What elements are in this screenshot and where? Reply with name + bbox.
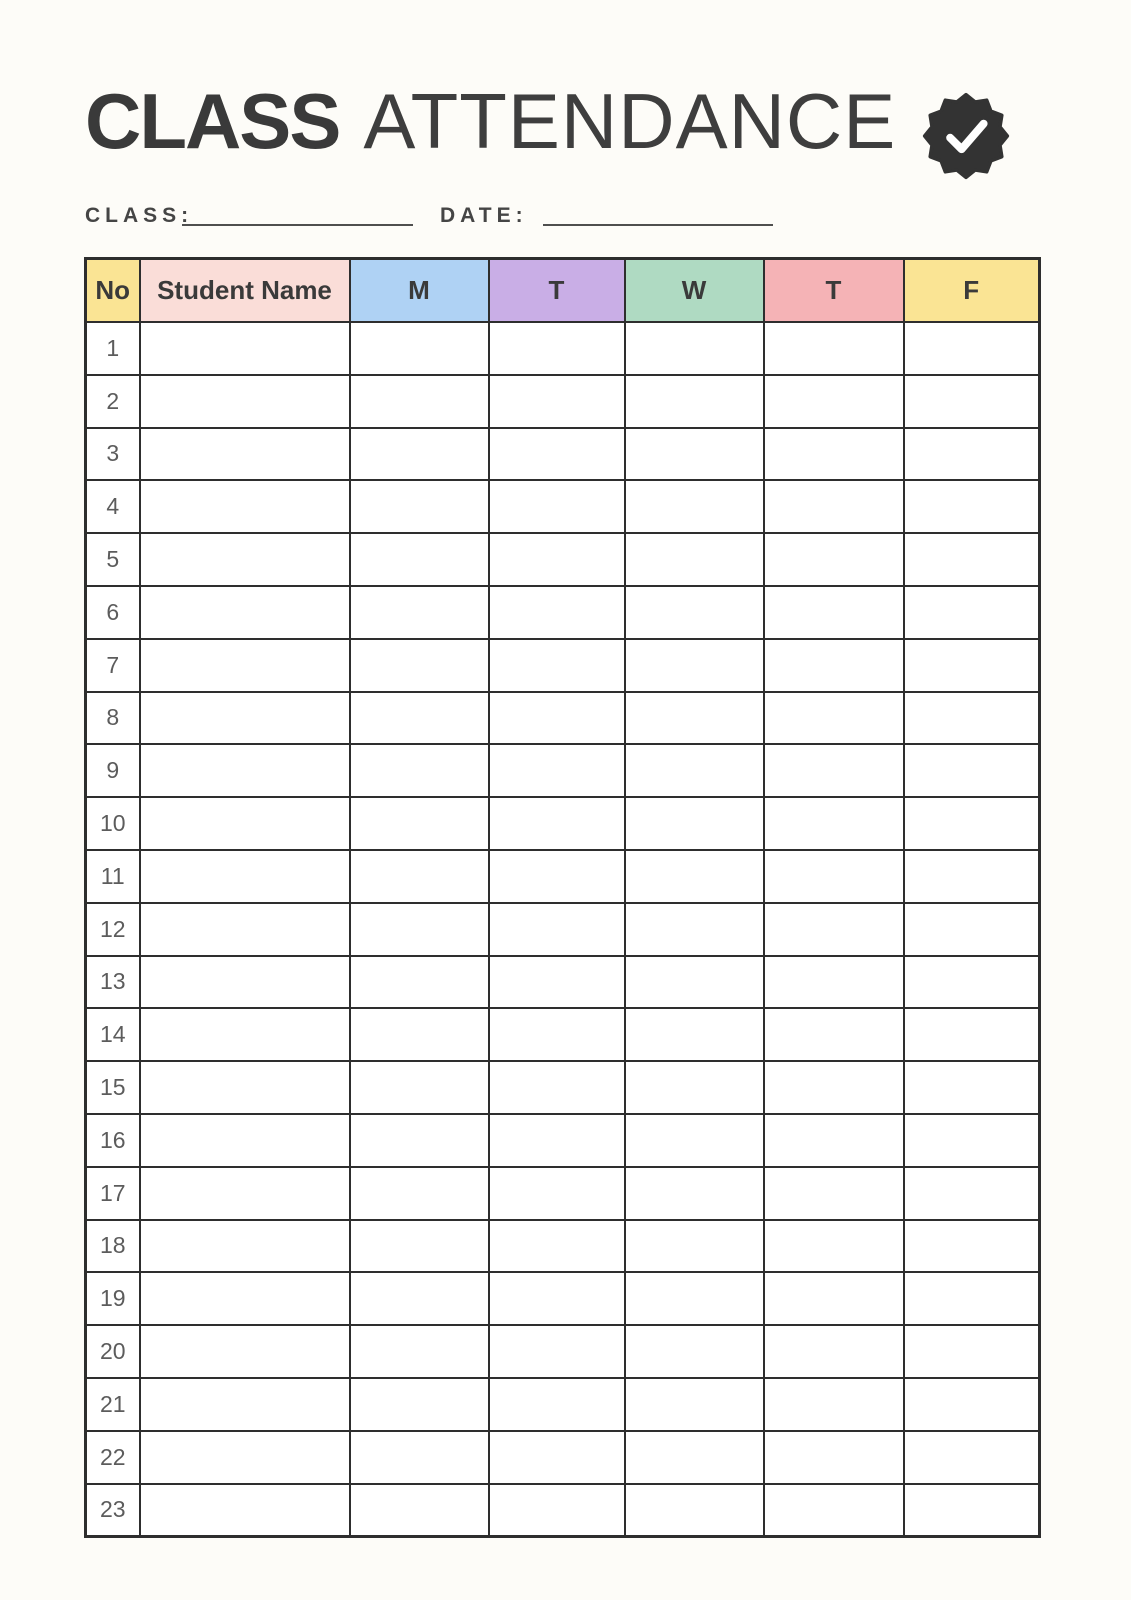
attendance-mark-cell[interactable]: [764, 1061, 904, 1114]
class-label: CLASS:: [85, 204, 194, 227]
attendance-mark-cell[interactable]: [625, 428, 764, 481]
attendance-mark-cell[interactable]: [350, 1114, 489, 1167]
class-fill-field[interactable]: [182, 224, 413, 226]
attendance-mark-cell[interactable]: [489, 586, 625, 639]
attendance-mark-cell[interactable]: [764, 1378, 904, 1431]
column-header: No: [86, 259, 140, 323]
page-title: [85, 77, 897, 165]
student-name-cell[interactable]: [140, 1114, 350, 1167]
column-header: T: [764, 259, 904, 323]
attendance-mark-cell[interactable]: [350, 586, 489, 639]
attendance-mark-cell[interactable]: [625, 1272, 764, 1325]
attendance-mark-cell[interactable]: [904, 533, 1040, 586]
attendance-mark-cell[interactable]: [764, 480, 904, 533]
row-number: 22: [86, 1431, 140, 1484]
attendance-mark-cell[interactable]: [625, 586, 764, 639]
attendance-mark-cell[interactable]: [625, 639, 764, 692]
attendance-mark-cell[interactable]: [350, 480, 489, 533]
attendance-mark-cell[interactable]: [350, 692, 489, 745]
table-row: [86, 586, 1040, 639]
attendance-mark-cell[interactable]: [904, 1431, 1040, 1484]
table-row: [86, 850, 1040, 903]
attendance-mark-cell[interactable]: [489, 322, 625, 375]
row-number: 7: [86, 639, 140, 692]
attendance-mark-cell[interactable]: [904, 639, 1040, 692]
row-number: 13: [86, 956, 140, 1009]
table-row: [86, 903, 1040, 956]
attendance-mark-cell[interactable]: [625, 533, 764, 586]
attendance-mark-cell[interactable]: [904, 797, 1040, 850]
attendance-mark-cell[interactable]: [904, 1008, 1040, 1061]
attendance-mark-cell[interactable]: [904, 480, 1040, 533]
attendance-mark-cell[interactable]: [625, 1008, 764, 1061]
attendance-mark-cell[interactable]: [489, 1167, 625, 1220]
table-row: [86, 533, 1040, 586]
student-name-cell[interactable]: [140, 586, 350, 639]
attendance-mark-cell[interactable]: [764, 1325, 904, 1378]
table-row: [86, 375, 1040, 428]
attendance-mark-cell[interactable]: [904, 1272, 1040, 1325]
student-name-cell[interactable]: [140, 1378, 350, 1431]
attendance-mark-cell[interactable]: [764, 586, 904, 639]
attendance-mark-cell[interactable]: [350, 850, 489, 903]
attendance-mark-cell[interactable]: [489, 1220, 625, 1273]
class-date-row: [0, 200, 1131, 236]
attendance-mark-cell[interactable]: [904, 692, 1040, 745]
row-number: 19: [86, 1272, 140, 1325]
table-row: [86, 1114, 1040, 1167]
table-row: [86, 480, 1040, 533]
attendance-mark-cell[interactable]: [350, 1167, 489, 1220]
attendance-mark-cell[interactable]: [625, 1114, 764, 1167]
student-name-cell[interactable]: [140, 850, 350, 903]
attendance-mark-cell[interactable]: [764, 1272, 904, 1325]
attendance-mark-cell[interactable]: [489, 375, 625, 428]
attendance-mark-cell[interactable]: [764, 956, 904, 1009]
student-name-cell[interactable]: [140, 533, 350, 586]
attendance-mark-cell[interactable]: [764, 1484, 904, 1537]
student-name-cell[interactable]: [140, 692, 350, 745]
attendance-mark-cell[interactable]: [904, 1061, 1040, 1114]
attendance-mark-cell[interactable]: [904, 1167, 1040, 1220]
attendance-mark-cell[interactable]: [489, 1484, 625, 1537]
student-name-cell[interactable]: [140, 956, 350, 1009]
attendance-mark-cell[interactable]: [350, 744, 489, 797]
table-row: [86, 1008, 1040, 1061]
attendance-mark-cell[interactable]: [350, 1272, 489, 1325]
attendance-mark-cell[interactable]: [764, 428, 904, 481]
attendance-mark-cell[interactable]: [350, 322, 489, 375]
attendance-mark-cell[interactable]: [625, 850, 764, 903]
attendance-mark-cell[interactable]: [350, 1378, 489, 1431]
student-name-cell[interactable]: [140, 1431, 350, 1484]
attendance-mark-cell[interactable]: [625, 480, 764, 533]
attendance-mark-cell[interactable]: [350, 903, 489, 956]
table-row: [86, 1378, 1040, 1431]
row-number: 17: [86, 1167, 140, 1220]
student-name-cell[interactable]: [140, 1272, 350, 1325]
table-row: [86, 322, 1040, 375]
table-row: [86, 744, 1040, 797]
row-number: 3: [86, 428, 140, 481]
student-name-cell[interactable]: [140, 903, 350, 956]
attendance-mark-cell[interactable]: [625, 903, 764, 956]
attendance-table-body: [86, 322, 1040, 1537]
attendance-mark-cell[interactable]: [350, 375, 489, 428]
row-number: 16: [86, 1114, 140, 1167]
attendance-mark-cell[interactable]: [904, 850, 1040, 903]
attendance-table-header: [86, 259, 1040, 323]
attendance-mark-cell[interactable]: [489, 480, 625, 533]
table-row: [86, 1167, 1040, 1220]
column-header: T: [489, 259, 625, 323]
column-header: F: [904, 259, 1040, 323]
attendance-mark-cell[interactable]: [489, 1431, 625, 1484]
row-number: 8: [86, 692, 140, 745]
attendance-mark-cell[interactable]: [904, 1220, 1040, 1273]
attendance-mark-cell[interactable]: [904, 428, 1040, 481]
row-number: 1: [86, 322, 140, 375]
attendance-mark-cell[interactable]: [350, 797, 489, 850]
row-number: 20: [86, 1325, 140, 1378]
row-number: 18: [86, 1220, 140, 1273]
attendance-mark-cell[interactable]: [764, 375, 904, 428]
attendance-mark-cell[interactable]: [764, 850, 904, 903]
attendance-mark-cell[interactable]: [904, 1484, 1040, 1537]
attendance-mark-cell[interactable]: [625, 1061, 764, 1114]
attendance-mark-cell[interactable]: [350, 1325, 489, 1378]
row-number: 11: [86, 850, 140, 903]
table-row: [86, 692, 1040, 745]
attendance-mark-cell[interactable]: [489, 692, 625, 745]
table-row: [86, 797, 1040, 850]
attendance-table: [84, 257, 1041, 1538]
table-row: [86, 639, 1040, 692]
attendance-mark-cell[interactable]: [350, 1220, 489, 1273]
row-number: 23: [86, 1484, 140, 1537]
student-name-cell[interactable]: [140, 639, 350, 692]
attendance-mark-cell[interactable]: [904, 1114, 1040, 1167]
attendance-mark-cell[interactable]: [489, 639, 625, 692]
student-name-cell[interactable]: [140, 1484, 350, 1537]
attendance-mark-cell[interactable]: [904, 322, 1040, 375]
attendance-mark-cell[interactable]: [764, 533, 904, 586]
attendance-mark-cell[interactable]: [764, 322, 904, 375]
attendance-mark-cell[interactable]: [625, 1484, 764, 1537]
attendance-mark-cell[interactable]: [904, 586, 1040, 639]
attendance-mark-cell[interactable]: [904, 903, 1040, 956]
table-row: [86, 1272, 1040, 1325]
attendance-mark-cell[interactable]: [904, 1378, 1040, 1431]
attendance-mark-cell[interactable]: [350, 1484, 489, 1537]
attendance-mark-cell[interactable]: [625, 322, 764, 375]
row-number: 6: [86, 586, 140, 639]
attendance-mark-cell[interactable]: [625, 1431, 764, 1484]
attendance-mark-cell[interactable]: [489, 1378, 625, 1431]
student-name-cell[interactable]: [140, 1008, 350, 1061]
attendance-mark-cell[interactable]: [764, 1431, 904, 1484]
row-number: 9: [86, 744, 140, 797]
table-row: [86, 1431, 1040, 1484]
student-name-cell[interactable]: [140, 322, 350, 375]
table-row: [86, 956, 1040, 1009]
student-name-cell[interactable]: [140, 375, 350, 428]
row-number: 5: [86, 533, 140, 586]
attendance-mark-cell[interactable]: [350, 1061, 489, 1114]
attendance-mark-cell[interactable]: [625, 1167, 764, 1220]
attendance-mark-cell[interactable]: [625, 1325, 764, 1378]
student-name-cell[interactable]: [140, 797, 350, 850]
row-number: 4: [86, 480, 140, 533]
attendance-mark-cell[interactable]: [764, 639, 904, 692]
date-label: DATE:: [440, 204, 528, 227]
table-row: [86, 1484, 1040, 1537]
student-name-cell[interactable]: [140, 1325, 350, 1378]
table-row: [86, 1061, 1040, 1114]
attendance-mark-cell[interactable]: [489, 903, 625, 956]
attendance-mark-cell[interactable]: [350, 1008, 489, 1061]
row-number: 10: [86, 797, 140, 850]
table-row: [86, 428, 1040, 481]
date-fill-field[interactable]: [543, 224, 773, 226]
attendance-mark-cell[interactable]: [625, 956, 764, 1009]
attendance-mark-cell[interactable]: [764, 1220, 904, 1273]
attendance-mark-cell[interactable]: [489, 797, 625, 850]
attendance-mark-cell[interactable]: [350, 639, 489, 692]
attendance-mark-cell[interactable]: [904, 956, 1040, 1009]
column-header: M: [350, 259, 489, 323]
header-row: [86, 259, 1040, 323]
attendance-mark-cell[interactable]: [489, 956, 625, 1009]
attendance-mark-cell[interactable]: [764, 1008, 904, 1061]
attendance-mark-cell[interactable]: [625, 692, 764, 745]
attendance-mark-cell[interactable]: [489, 533, 625, 586]
title-secondary: ATTENDANCE: [363, 77, 897, 165]
attendance-mark-cell[interactable]: [625, 1378, 764, 1431]
row-number: 21: [86, 1378, 140, 1431]
row-number: 14: [86, 1008, 140, 1061]
table-row: [86, 1220, 1040, 1273]
attendance-mark-cell[interactable]: [350, 956, 489, 1009]
attendance-mark-cell[interactable]: [625, 1220, 764, 1273]
attendance-mark-cell[interactable]: [625, 375, 764, 428]
attendance-mark-cell[interactable]: [489, 1272, 625, 1325]
attendance-mark-cell[interactable]: [764, 692, 904, 745]
attendance-mark-cell[interactable]: [904, 1325, 1040, 1378]
attendance-mark-cell[interactable]: [489, 1114, 625, 1167]
student-name-cell[interactable]: [140, 744, 350, 797]
attendance-mark-cell[interactable]: [489, 428, 625, 481]
row-number: 12: [86, 903, 140, 956]
attendance-mark-cell[interactable]: [764, 1114, 904, 1167]
student-name-cell[interactable]: [140, 1167, 350, 1220]
student-name-cell[interactable]: [140, 1061, 350, 1114]
table-row: [86, 1325, 1040, 1378]
attendance-mark-cell[interactable]: [764, 744, 904, 797]
title-primary: CLASS: [85, 77, 340, 165]
attendance-mark-cell[interactable]: [489, 1061, 625, 1114]
attendance-mark-cell[interactable]: [489, 850, 625, 903]
attendance-mark-cell[interactable]: [350, 428, 489, 481]
attendance-mark-cell[interactable]: [625, 744, 764, 797]
attendance-mark-cell[interactable]: [764, 1167, 904, 1220]
student-name-cell[interactable]: [140, 428, 350, 481]
attendance-mark-cell[interactable]: [489, 1325, 625, 1378]
attendance-mark-cell[interactable]: [625, 797, 764, 850]
row-number: 15: [86, 1061, 140, 1114]
attendance-mark-cell[interactable]: [489, 1008, 625, 1061]
row-number: 2: [86, 375, 140, 428]
attendance-mark-cell[interactable]: [764, 797, 904, 850]
attendance-mark-cell[interactable]: [764, 903, 904, 956]
attendance-mark-cell[interactable]: [904, 744, 1040, 797]
attendance-mark-cell[interactable]: [904, 375, 1040, 428]
attendance-mark-cell[interactable]: [350, 1431, 489, 1484]
attendance-mark-cell[interactable]: [350, 533, 489, 586]
attendance-mark-cell[interactable]: [489, 744, 625, 797]
student-name-cell[interactable]: [140, 1220, 350, 1273]
check-badge-icon: [922, 92, 1010, 180]
column-header: Student Name: [140, 259, 350, 323]
column-header: W: [625, 259, 764, 323]
student-name-cell[interactable]: [140, 480, 350, 533]
